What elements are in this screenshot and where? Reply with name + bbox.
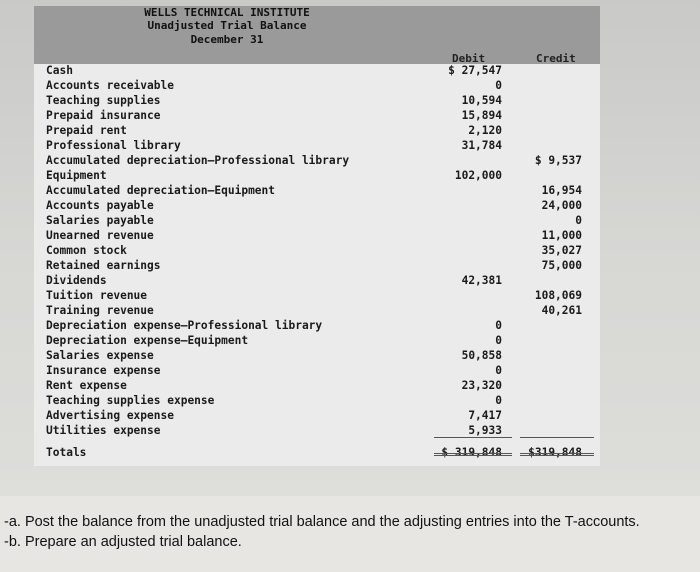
- credit-amount: $ 9,537: [534, 154, 582, 167]
- account-label: Depreciation expense—Equipment: [46, 334, 249, 347]
- credit-amount: 40,261: [541, 304, 582, 317]
- account-label: Training revenue: [46, 304, 154, 317]
- account-label: Tuition revenue: [46, 289, 148, 302]
- account-label: Utilities expense: [46, 424, 161, 437]
- instruction-b: -b. Prepare an adjusted trial balance.: [4, 534, 242, 550]
- account-label: Prepaid insurance: [46, 109, 161, 122]
- debit-total-rule-1: [434, 453, 512, 454]
- credit-amount: 75,000: [541, 259, 582, 272]
- account-label: Accounts payable: [46, 199, 154, 212]
- credit-amount: 16,954: [541, 184, 582, 197]
- account-label: Rent expense: [46, 379, 127, 392]
- credit-amount: 24,000: [541, 199, 582, 212]
- debit-subtotal-rule: [434, 437, 512, 438]
- account-label: Unearned revenue: [46, 229, 154, 242]
- account-label: Common stock: [46, 244, 127, 257]
- debit-amount: $ 27,547: [448, 64, 502, 77]
- company-name: WELLS TECHNICAL INSTITUTE: [144, 6, 310, 19]
- credit-total-rule-2: [520, 455, 594, 456]
- header-block: [34, 6, 600, 64]
- account-label: Dividends: [46, 274, 107, 287]
- report-date: December 31: [190, 33, 264, 46]
- debit-amount: 15,894: [461, 109, 502, 122]
- account-label: Depreciation expense—Professional library: [46, 319, 323, 332]
- account-label: Salaries expense: [46, 349, 154, 362]
- account-label: Retained earnings: [46, 259, 161, 272]
- credit-amount: 0: [575, 214, 582, 227]
- account-label: Accounts receivable: [46, 79, 174, 92]
- debit-amount: 0: [495, 319, 502, 332]
- debit-total-rule-2: [434, 455, 512, 456]
- report-title: Unadjusted Trial Balance: [147, 19, 307, 32]
- credit-total-rule-1: [520, 453, 594, 454]
- instructions: [0, 512, 700, 552]
- credit-amount: 35,027: [541, 244, 582, 257]
- credit-header: Credit: [536, 52, 576, 65]
- account-label: Prepaid rent: [46, 124, 127, 137]
- debit-amount: 0: [495, 334, 502, 347]
- trial-balance-sheet: [34, 6, 600, 466]
- instruction-a: -a. Post the balance from the unadjusted trial balance and the adjusting entries into the T-accounts.: [4, 514, 640, 530]
- account-label: Advertising expense: [46, 409, 174, 422]
- debit-amount: 23,320: [461, 379, 502, 392]
- account-label: Insurance expense: [46, 364, 161, 377]
- debit-amount: 7,417: [468, 409, 502, 422]
- account-label: Teaching supplies: [46, 94, 161, 107]
- debit-amount: 10,594: [461, 94, 502, 107]
- account-label: Accumulated depreciation—Professional library: [46, 154, 350, 167]
- account-label: Salaries payable: [46, 214, 154, 227]
- credit-amount: 108,069: [534, 289, 582, 302]
- credit-subtotal-rule: [520, 437, 594, 438]
- account-label: Totals: [46, 446, 87, 459]
- account-label: Professional library: [46, 139, 181, 152]
- account-label: Equipment: [46, 169, 107, 182]
- account-label: Accumulated depreciation—Equipment: [46, 184, 276, 197]
- debit-amount: 31,784: [461, 139, 502, 152]
- debit-amount: 0: [495, 79, 502, 92]
- credit-amount: 11,000: [541, 229, 582, 242]
- account-label: Cash: [46, 64, 73, 77]
- debit-amount: 50,858: [461, 349, 502, 362]
- debit-amount: 5,933: [468, 424, 502, 437]
- debit-amount: 42,381: [461, 274, 502, 287]
- debit-amount: 0: [495, 394, 502, 407]
- debit-header: Debit: [452, 52, 486, 65]
- debit-amount: 0: [495, 364, 502, 377]
- debit-amount: 102,000: [454, 169, 502, 182]
- account-label: Teaching supplies expense: [46, 394, 215, 407]
- debit-amount: 2,120: [468, 124, 502, 137]
